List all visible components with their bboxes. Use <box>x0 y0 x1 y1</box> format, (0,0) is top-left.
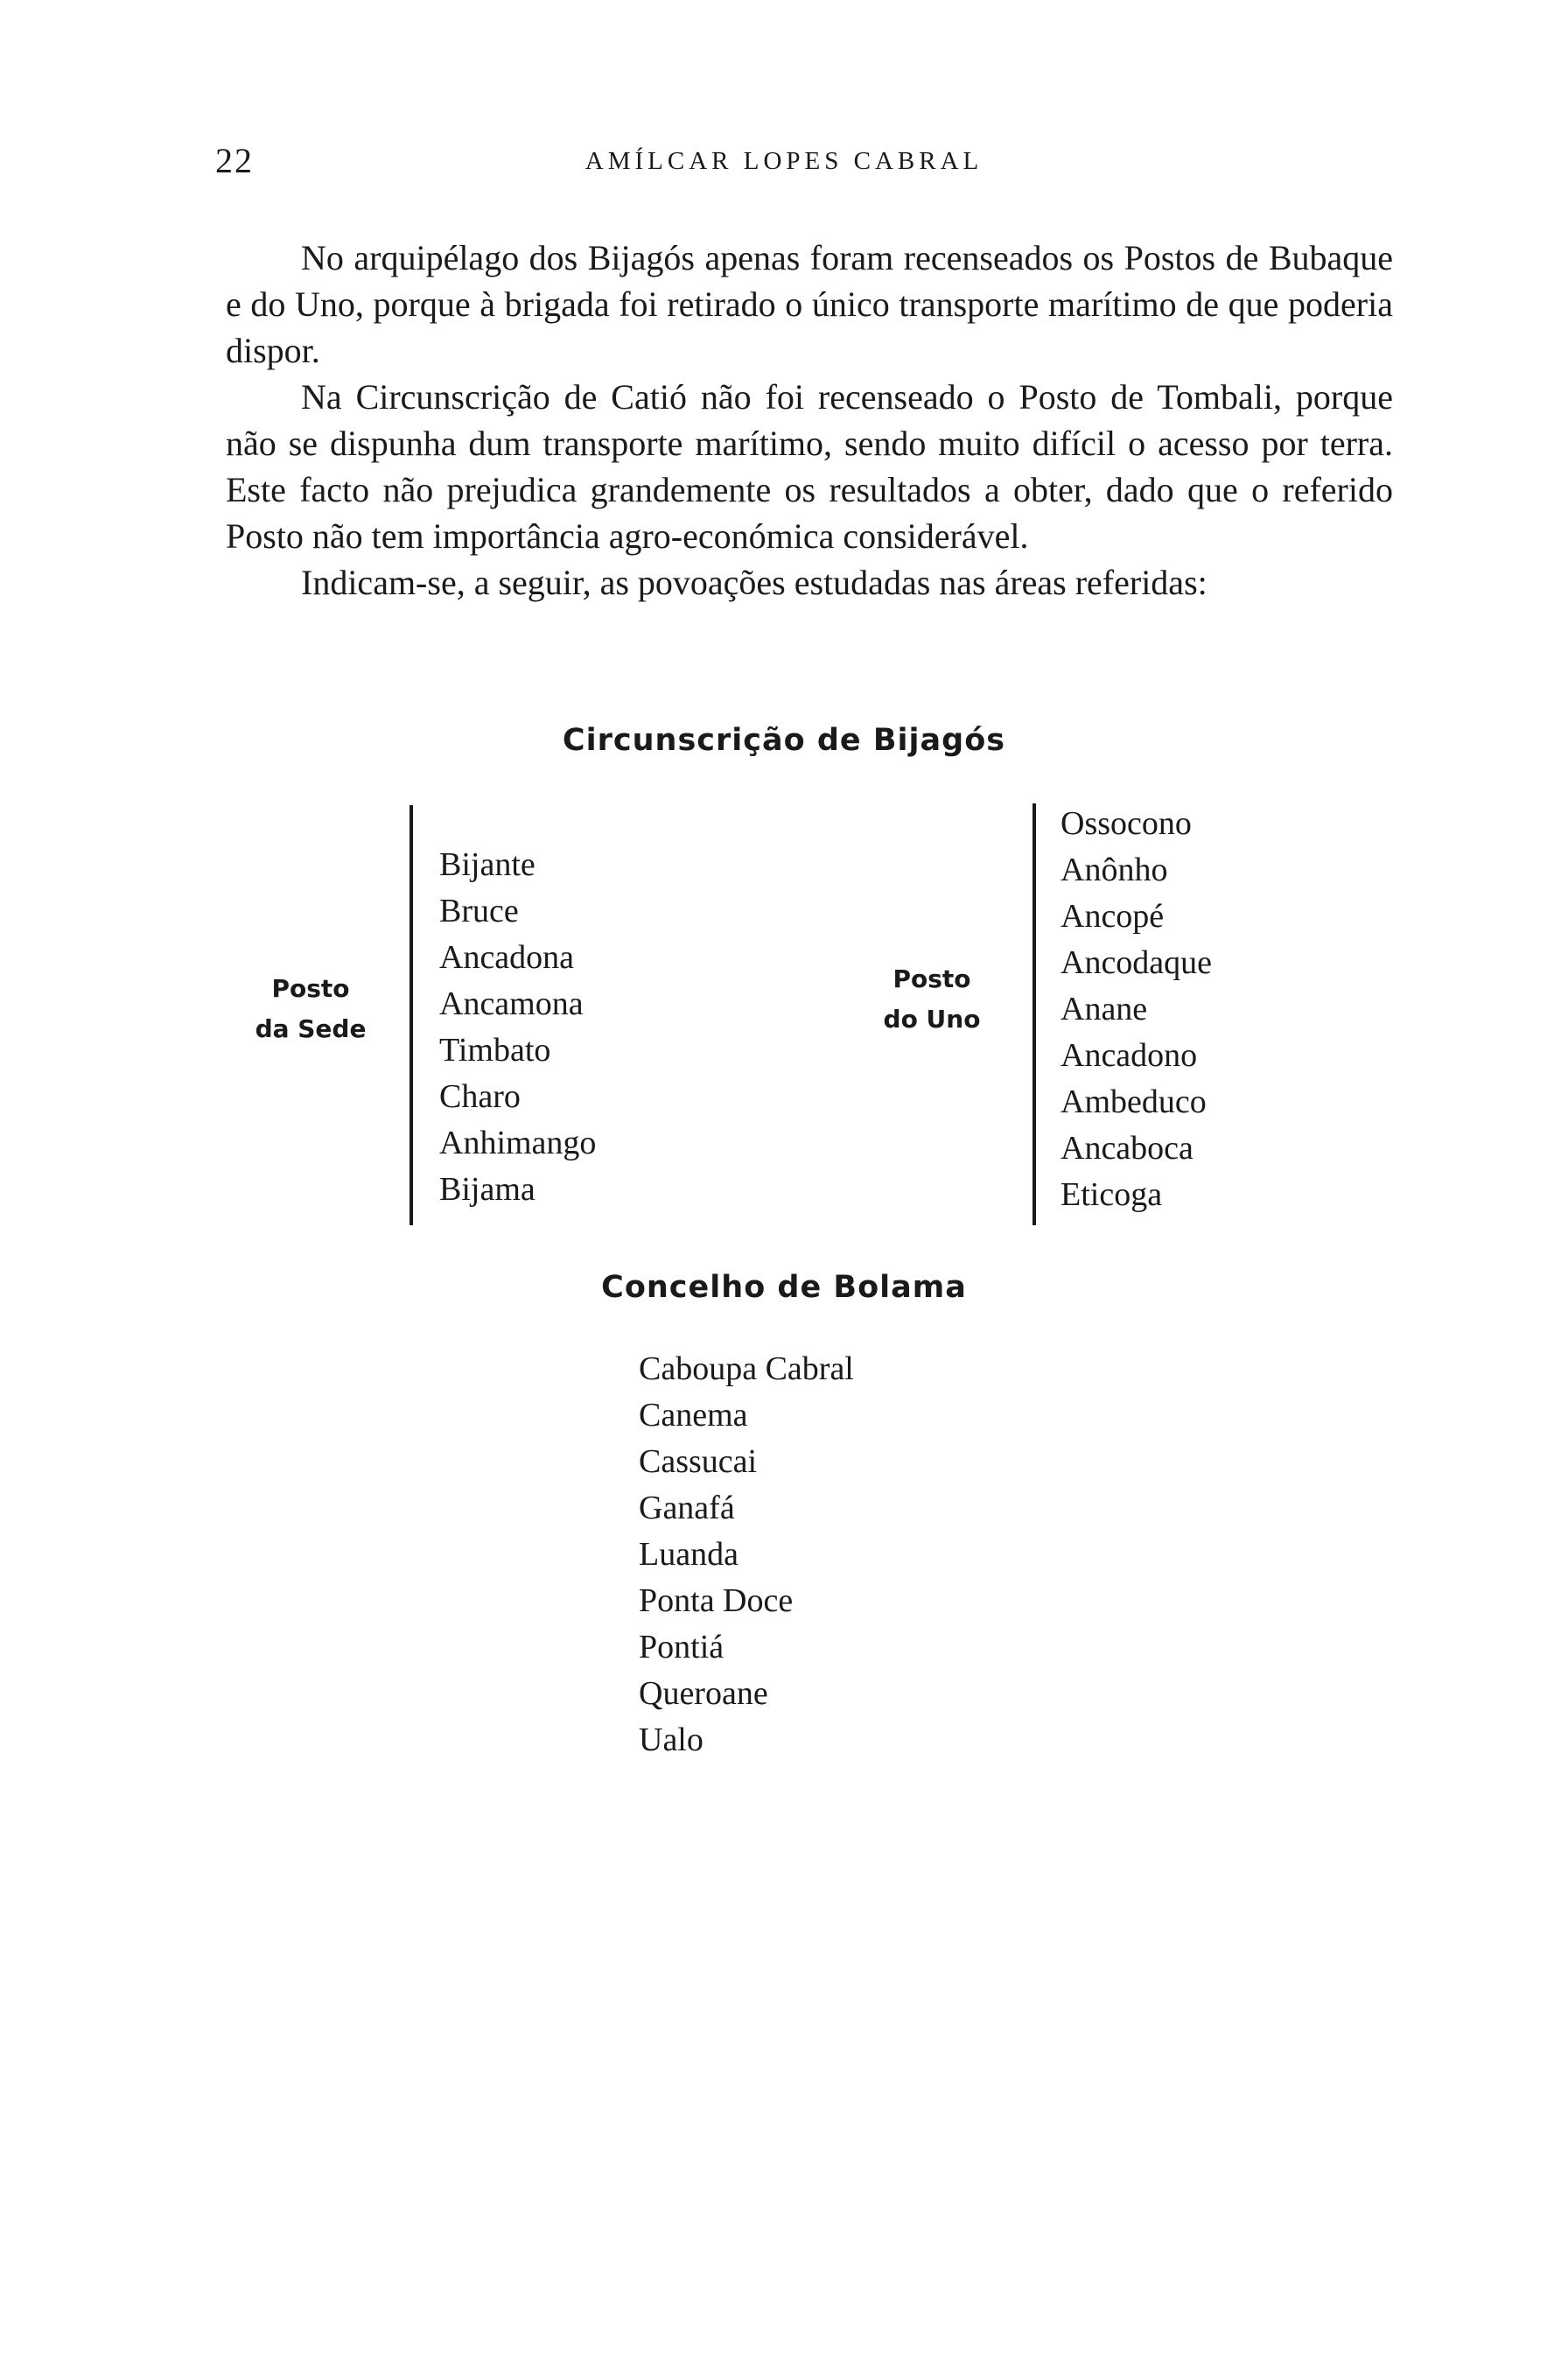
list-item: Ancadono <box>1060 1037 1198 1074</box>
list-item: Anônho <box>1060 852 1168 888</box>
list-item: Charo <box>439 1078 521 1115</box>
list-item: Pontiá <box>639 1629 724 1665</box>
list-item: Queroane <box>639 1675 768 1712</box>
list-item: Ancadona <box>439 939 575 976</box>
list-item: Cassucai <box>639 1443 758 1480</box>
paragraph-catio: Na Circunscrição de Catió não foi recenseado o Posto de Tombali, porque não se dispunha dum transporte marítimo, sendo muito difícil o acesso por terra. Este facto não prejudica grandemente os resultados a obter, dado que o referido Posto não tem importância agro-económica considerável. <box>226 377 1393 556</box>
list-item: Eticoga <box>1060 1176 1163 1213</box>
list-concelho-bolama <box>639 1346 854 1763</box>
bracket-posto-da-sede <box>410 805 413 1225</box>
heading-concelho-bolama: Concelho de Bolama <box>601 1270 967 1305</box>
list-item: Bijama <box>439 1171 536 1208</box>
body-text <box>226 235 1393 606</box>
label-posto-da-sede-line1: Posto <box>271 974 350 1003</box>
paragraph-intro-list: Indicam-se, a seguir, as povoações estudadas nas áreas referidas: <box>301 563 1208 602</box>
list-item: Ancamona <box>439 985 584 1022</box>
list-item: Ancodaque <box>1060 944 1213 981</box>
label-posto-do-uno-line2: do Uno <box>883 1005 981 1034</box>
list-item: Ponta Doce <box>639 1582 794 1619</box>
list-item: Ambeduco <box>1060 1083 1207 1120</box>
list-item: Anhimango <box>439 1125 597 1161</box>
list-item: Ancaboca <box>1060 1130 1194 1167</box>
list-item: Caboupa Cabral <box>639 1350 854 1387</box>
list-item: Bruce <box>439 893 519 929</box>
heading-circunscricao-bijagos: Circunscrição de Bijagós <box>562 723 1006 758</box>
page-number: 22 <box>215 141 254 180</box>
label-posto-da-sede-line2: da Sede <box>255 1014 367 1043</box>
paragraph-bijagos-census: No arquipélago dos Bijagós apenas foram recenseados os Postos de Bubaque e do Uno, porque à brigada foi retirado o único transporte marítimo de que poderia dispor. <box>226 238 1393 370</box>
list-item: Timbato <box>439 1032 551 1069</box>
list-item: Bijante <box>439 846 536 883</box>
list-posto-do-uno <box>1060 801 1212 1218</box>
label-posto-do-uno <box>866 959 998 1040</box>
list-item: Anane <box>1060 991 1148 1027</box>
list-item: Ualo <box>639 1721 704 1758</box>
label-posto-do-uno-line1: Posto <box>892 964 971 993</box>
list-item: Canema <box>639 1397 748 1434</box>
list-item: Luanda <box>639 1536 738 1573</box>
list-item: Ganafá <box>639 1490 735 1526</box>
list-posto-da-sede <box>439 842 596 1213</box>
label-posto-da-sede <box>245 969 376 1049</box>
bracket-posto-do-uno <box>1032 803 1036 1225</box>
running-head: AMÍLCAR LOPES CABRAL <box>584 147 984 175</box>
list-item: Ossocono <box>1060 805 1192 842</box>
list-item: Ancopé <box>1060 898 1165 935</box>
